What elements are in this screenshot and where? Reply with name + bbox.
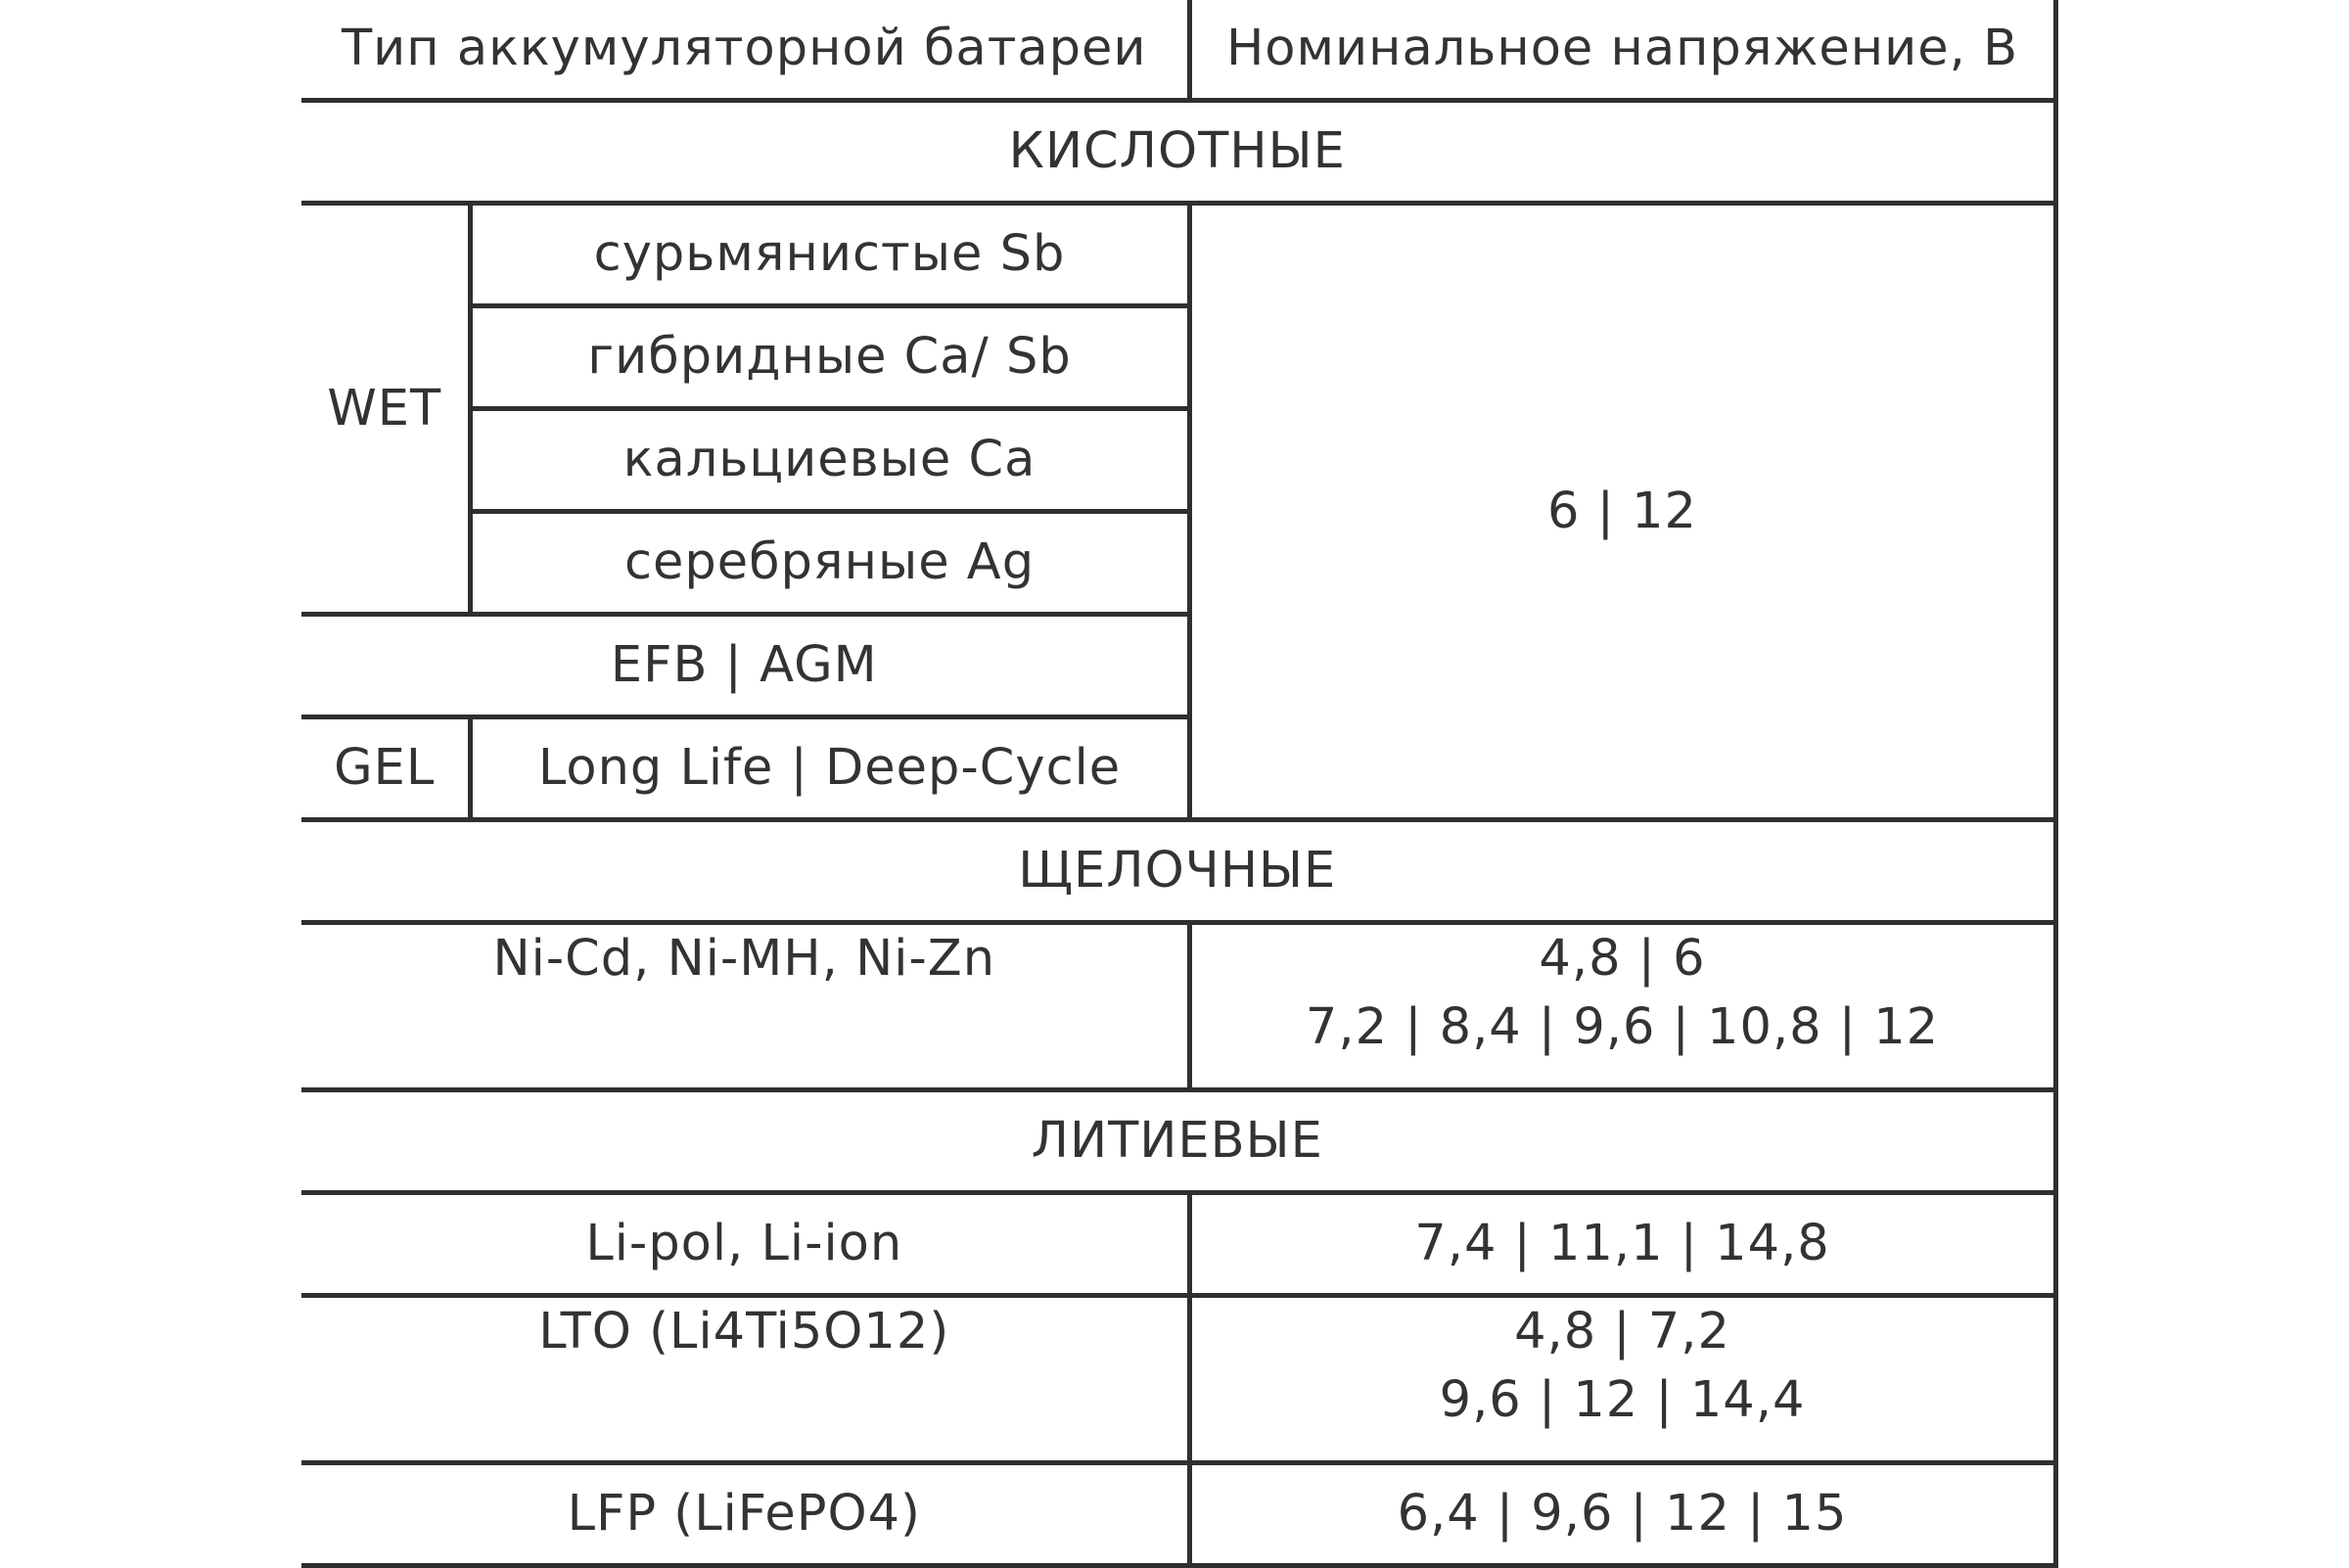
table-row	[301, 923, 2055, 1090]
section-row-alkaline	[301, 820, 2055, 923]
voltage-line: 9,6 | 12 | 14,4	[1439, 1371, 1806, 1429]
efb-agm-cell: EFB | AGM	[301, 615, 1189, 717]
voltage-line: 4,8 | 6	[1539, 930, 1706, 988]
section-row-lithium	[301, 1090, 2055, 1193]
lithium-type-cell: LFP (LiFePO4)	[301, 1463, 1189, 1566]
alkaline-voltage-cell	[1189, 923, 2055, 1090]
lithium-type: LTO (Li4Ti5O12)	[538, 1303, 950, 1360]
section-title-alkaline: ЩЕЛОЧНЫЕ	[301, 820, 2055, 923]
table-row	[301, 1193, 2055, 1296]
section-row-acid	[301, 101, 2055, 204]
wet-item: кальциевые Ca	[470, 409, 1189, 512]
section-title-lithium: ЛИТИЕВЫЕ	[301, 1090, 2055, 1193]
header-type-cell: Тип аккумуляторной батареи	[301, 0, 1189, 101]
wet-group-label: WET	[301, 204, 470, 615]
alkaline-type-cell	[301, 923, 1189, 1090]
lithium-voltage-cell: 7,4 | 11,1 | 14,8	[1189, 1193, 2055, 1296]
gel-item: Long Life | Deep-Cycle	[470, 717, 1189, 820]
battery-voltage-table	[301, 0, 2058, 1568]
table-row	[301, 204, 2055, 306]
lithium-type-cell: Li-pol, Li-ion	[301, 1193, 1189, 1296]
wet-item: гибридные Ca/ Sb	[470, 306, 1189, 409]
table-row	[301, 1463, 2055, 1566]
header-voltage-cell: Номинальное напряжение, В	[1189, 0, 2055, 101]
section-title-acid: КИСЛОТНЫЕ	[301, 101, 2055, 204]
voltage-line: 7,2 | 8,4 | 9,6 | 10,8 | 12	[1305, 998, 1940, 1056]
lithium-voltage-cell: 6,4 | 9,6 | 12 | 15	[1189, 1463, 2055, 1566]
lithium-type-cell	[301, 1296, 1189, 1463]
acid-voltage-cell: 6 | 12	[1189, 204, 2055, 820]
gel-group-label: GEL	[301, 717, 470, 820]
table-row	[301, 1296, 2055, 1463]
alkaline-type: Ni-Cd, Ni-MH, Ni-Zn	[492, 930, 996, 988]
header-row	[301, 0, 2055, 101]
wet-item: серебряные Ag	[470, 512, 1189, 615]
wet-item: сурьмянистые Sb	[470, 204, 1189, 306]
voltage-line: 4,8 | 7,2	[1514, 1303, 1730, 1360]
lithium-voltage-cell	[1189, 1296, 2055, 1463]
battery-voltage-table-sheet	[301, 0, 2055, 1566]
